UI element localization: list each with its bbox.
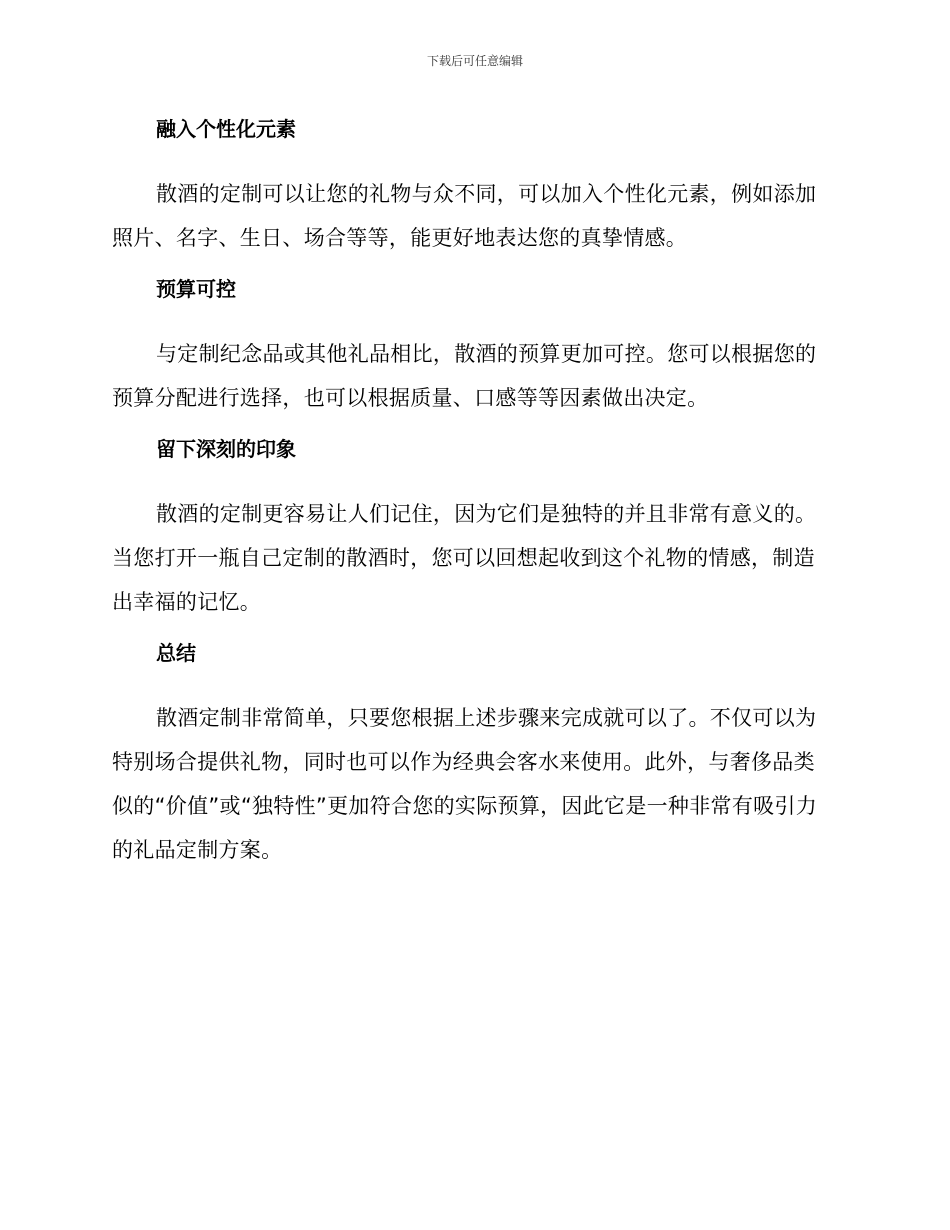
section-paragraph: 散酒定制非常简单，只要您根据上述步骤来完成就可以了。不仅可以为特别场合提供礼物，同时也可以作为经典会客水来使用。此外，与奢侈品类似的“价值”或“独特性”更加符合您的实际预算，因此它是一种非常有吸引力的礼品定制方案。 [112,706,818,862]
section-impression [112,434,832,624]
section-paragraph: 散酒的定制更容易让人们记住，因为它们是独特的并且非常有意义的。当您打开一瓶自己定制的散酒时，您可以回想起收到这个礼物的情感，制造出幸福的记忆。 [112,502,817,614]
section-heading: 留下深刻的印象 [156,437,296,461]
section-paragraph: 与定制纪念品或其他礼品相比，散酒的预算更加可控。您可以根据您的预算分配进行选择，也可以根据质量、口感等等因素做出决定。 [112,342,817,410]
section-heading: 预算可控 [156,277,236,301]
section-paragraph: 散酒的定制可以让您的礼物与众不同，可以加入个性化元素，例如添加照片、名字、生日、场合等等，能更好地表达您的真挚情感。 [112,182,817,250]
section-budget [112,274,832,420]
section-summary [112,638,832,872]
document-body [112,114,832,886]
section-personalization [112,114,832,260]
section-heading: 总结 [156,641,196,665]
page-header-note: 下载后可任意编辑 [426,54,523,68]
section-heading: 融入个性化元素 [156,117,296,141]
